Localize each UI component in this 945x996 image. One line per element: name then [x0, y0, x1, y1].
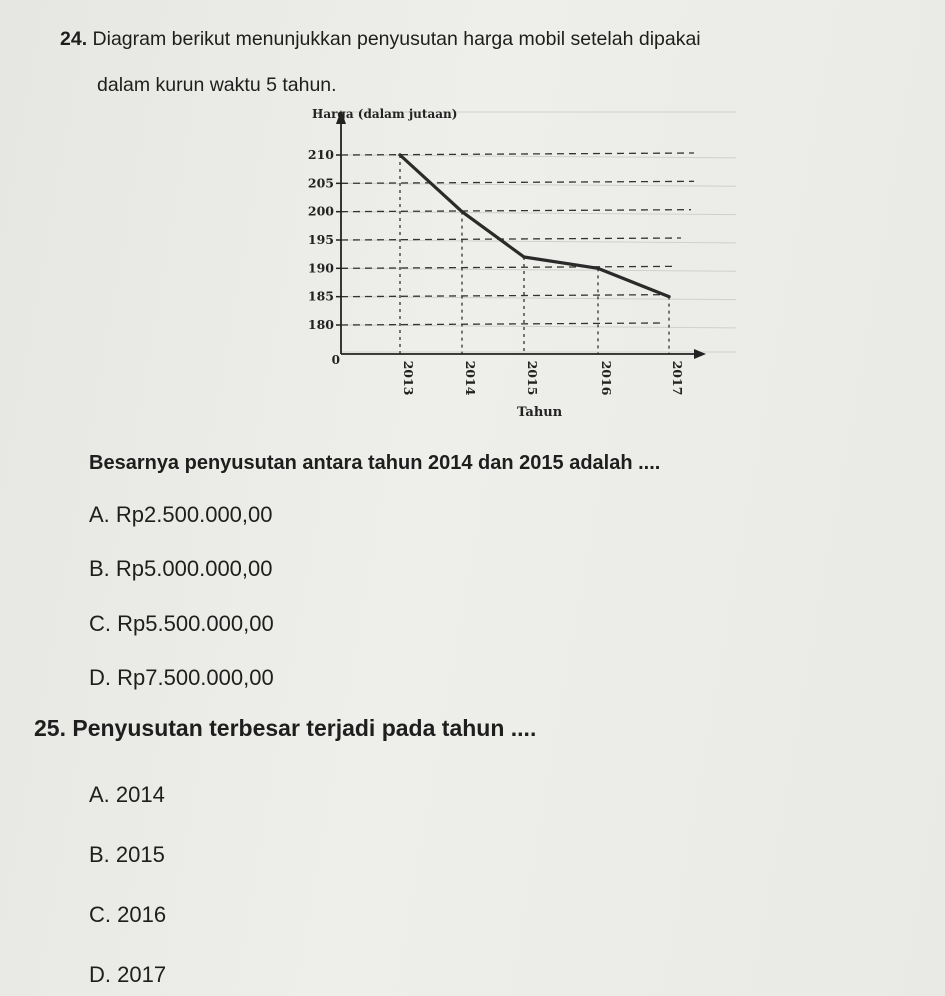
q25-option-c-text: 2016 — [117, 902, 167, 927]
q24-option-d-letter: D. — [89, 665, 111, 690]
y-tick-label-190: 190 — [307, 260, 334, 276]
y-tick-label-185: 185 — [307, 288, 334, 304]
q25-option-b-text: 2015 — [115, 842, 165, 867]
q24-option-b-text: Rp5.000.000,00 — [115, 556, 273, 581]
x-axis-arrow-icon — [694, 349, 706, 359]
q24-option-d-text: Rp7.500.000,00 — [117, 665, 274, 690]
y-axis-title: Harga (dalam jutaan) — [312, 107, 458, 121]
x-tick-label-2013: 2013 — [401, 360, 416, 396]
origin-label: 0 — [331, 353, 340, 367]
q24-option-b-letter: B. — [89, 556, 110, 581]
y-tick-label-210: 210 — [307, 147, 334, 162]
q24-stem-line1: Diagram berikut menunjukkan penyusutan harga mobil setelah dipakai — [92, 28, 701, 50]
data-point-2016 — [596, 267, 599, 270]
y-guide-200 — [341, 210, 691, 212]
q25-option-c[interactable] — [89, 902, 166, 928]
q24-option-a[interactable] — [89, 502, 273, 528]
q25-question: Penyusutan terbesar terjadi pada tahun .... — [72, 715, 537, 741]
y-guide-195 — [341, 238, 681, 240]
q24-option-b[interactable] — [89, 556, 273, 582]
q25-option-d-text: 2017 — [117, 962, 167, 987]
q24-option-c-text: Rp5.500.000,00 — [117, 611, 274, 636]
q25-option-b-letter: B. — [89, 842, 110, 867]
q25-option-a-text: 2014 — [115, 782, 165, 807]
q25-option-d-letter: D. — [89, 962, 111, 987]
x-tick-label-2014: 2014 — [463, 360, 478, 396]
x-tick-label-2015: 2015 — [525, 360, 540, 396]
q24-stem-line2: dalam kurun waktu 5 tahun. — [97, 74, 337, 96]
q24-option-a-text: Rp2.500.000,00 — [115, 502, 273, 527]
y-guide-210 — [341, 153, 694, 155]
q24-number: 24. — [60, 28, 88, 50]
q25-option-c-letter: C. — [89, 902, 111, 927]
q24-line1 — [60, 28, 701, 51]
q25-option-b[interactable] — [89, 842, 165, 868]
y-guide-185 — [341, 295, 666, 297]
q24-question: Besarnya penyusutan antara tahun 2014 dan 2015 adalah .... — [89, 452, 661, 474]
y-tick-label-205: 205 — [307, 175, 334, 191]
data-point-2015 — [522, 255, 525, 258]
x-axis-title: Tahun — [517, 405, 563, 420]
q25-line — [34, 715, 536, 742]
q24-option-c[interactable] — [89, 611, 274, 637]
y-guide-190 — [341, 266, 676, 268]
data-point-2014 — [460, 210, 463, 213]
price-series-line — [400, 155, 669, 297]
q24-option-a-letter: A. — [89, 502, 110, 527]
q25-option-a-letter: A. — [89, 782, 110, 807]
q25-option-a[interactable] — [89, 782, 165, 808]
y-tick-label-195: 195 — [307, 232, 334, 247]
q24-option-d[interactable] — [89, 665, 274, 691]
data-point-2017 — [667, 295, 670, 298]
q25-option-d[interactable] — [89, 962, 166, 988]
y-tick-label-200: 200 — [307, 203, 334, 219]
y-tick-label-180: 180 — [307, 317, 334, 332]
x-tick-label-2017: 2017 — [670, 360, 685, 396]
q24-option-c-letter: C. — [89, 611, 111, 636]
data-point-2013 — [398, 153, 401, 156]
y-guide-205 — [341, 181, 694, 183]
y-guide-180 — [341, 323, 661, 325]
depreciation-line-chart — [296, 100, 736, 420]
x-tick-label-2016: 2016 — [599, 360, 614, 396]
q25-number: 25. — [34, 715, 66, 741]
